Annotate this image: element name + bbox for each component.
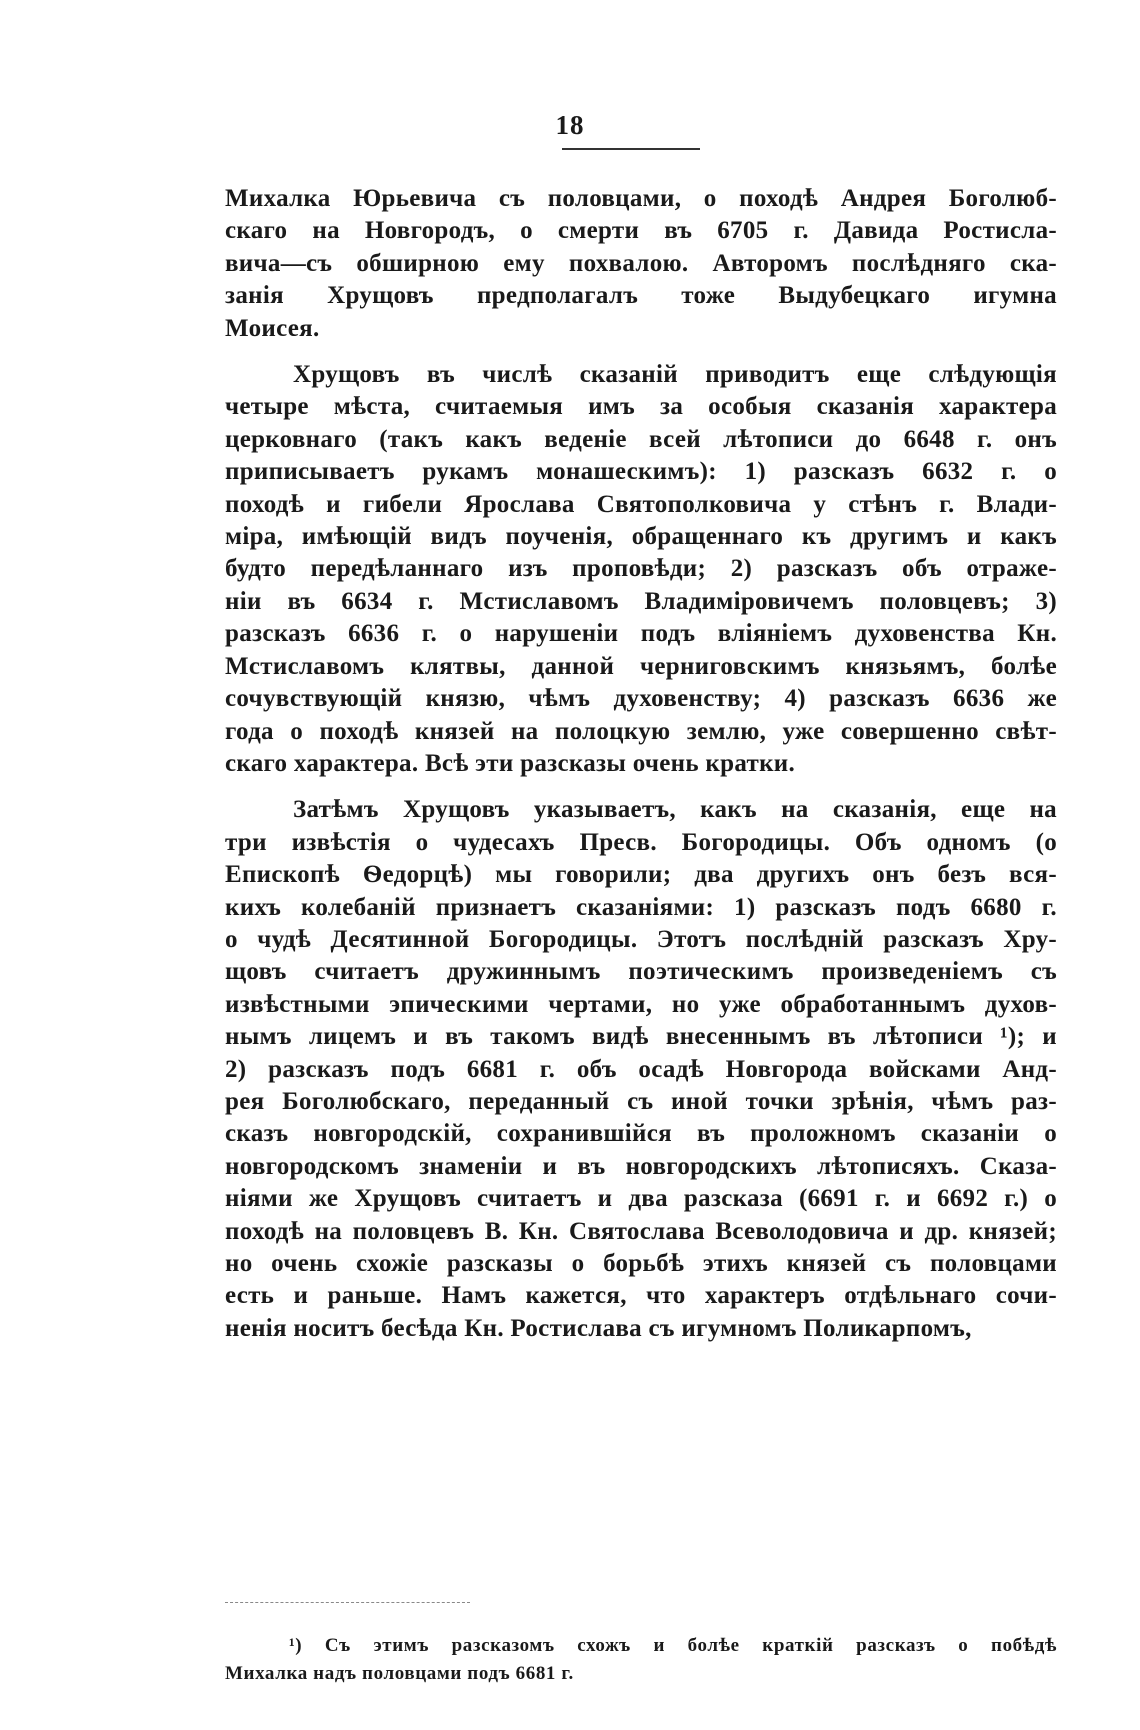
text-line: кихъ колебаній признаетъ сказаніями: 1) разсказъ подъ 6680 г. bbox=[225, 893, 1057, 921]
text-line: три извѣстія о чудесахъ Пресв. Богородицы. Объ одномъ (о bbox=[225, 828, 1057, 856]
text-line: рея Боголюбскаго, переданный съ иной точки зрѣнія, чѣмъ раз- bbox=[225, 1087, 1057, 1115]
text-line: ненія носитъ бесѣда Кн. Ростислава съ игумномъ Поликарпомъ, bbox=[225, 1314, 972, 1342]
text-line: разсказъ 6636 г. о нарушеніи подъ вліяніемъ духовенства Кн. bbox=[225, 620, 1057, 648]
text-line: церковнаго (такъ какъ веденіе всей лѣтописи до 6648 г. онъ bbox=[225, 425, 1057, 453]
text-line: Михалка Юрьевича съ половцами, о походѣ Андрея Боголюб- bbox=[225, 185, 1057, 212]
text-line: Хрущовъ въ числѣ сказаній приводитъ еще слѣдующія bbox=[293, 361, 1057, 389]
text-line: приписываетъ рукамъ монашескимъ): 1) разсказъ 6632 г. о bbox=[225, 458, 1057, 486]
text-line: о чудѣ Десятинной Богородицы. Этотъ послѣдній разсказъ Хру- bbox=[225, 925, 1057, 953]
footnote bbox=[225, 1632, 1057, 1688]
text-line: скаго на Новгородъ, о смерти въ 6705 г. Давида Ростисла- bbox=[225, 217, 1057, 245]
text-line: 2) разсказъ подъ 6681 г. объ осадѣ Новгорода войсками Анд- bbox=[225, 1055, 1057, 1083]
text-line: міра, имѣющій видъ поученія, обращеннаго къ другимъ и какъ bbox=[225, 523, 1057, 551]
paragraph-gap bbox=[225, 345, 1057, 359]
text-line: есть и раньше. Намъ кажется, что характеръ отдѣльнаго сочи- bbox=[225, 1282, 1057, 1310]
text-line: четыре мѣста, считаемыя имъ за особыя сказанія характера bbox=[225, 393, 1057, 421]
text-line: года о походѣ князей на полоцкую землю, уже совершенно свѣт- bbox=[225, 717, 1057, 745]
text-line: но очень схожіе разсказы о борьбѣ этихъ князей съ половцами bbox=[225, 1250, 1057, 1277]
text-line: извѣстными эпическими чертами, но уже обработаннымъ духов- bbox=[225, 990, 1057, 1018]
header-rule bbox=[562, 148, 700, 150]
page-number: 18 bbox=[555, 110, 585, 140]
text-line: походѣ на половцевъ В. Кн. Святослава Всеволодовича и др. князей; bbox=[225, 1217, 1057, 1245]
text-line: Затѣмъ Хрущовъ указываетъ, какъ на сказанія, еще на bbox=[293, 796, 1057, 824]
text-line: сочувствующій князю, чѣмъ духовенству; 4) разсказъ 6636 же bbox=[225, 685, 1057, 713]
text-line: занія Хрущовъ предполагалъ тоже Выдубецкаго игумна bbox=[225, 282, 1057, 310]
paragraph bbox=[225, 183, 1057, 345]
paragraph bbox=[225, 794, 1057, 1345]
text-line: будто передѣланнаго изъ проповѣди; 2) разсказъ объ отраже- bbox=[225, 555, 1057, 583]
text-line: нымъ лицемъ и въ такомъ видѣ внесеннымъ въ лѣтописи ¹); и bbox=[225, 1023, 1057, 1051]
text-line: щовъ считаетъ дружиннымъ поэтическимъ произведеніемъ съ bbox=[225, 958, 1057, 986]
text-line: сказъ новгородскій, сохранившійся въ проложномъ сказаніи о bbox=[225, 1120, 1057, 1148]
text-line: Мстиславомъ клятвы, данной черниговскимъ князьямъ, болѣе bbox=[225, 652, 1057, 680]
text-line: новгородскомъ знаменіи и въ новгородскихъ лѣтописяхъ. Сказа- bbox=[225, 1152, 1057, 1180]
body-text bbox=[225, 183, 1057, 1345]
paragraph bbox=[225, 359, 1057, 780]
text-line: походѣ и гибели Ярослава Святополковича у стѣнъ г. Влади- bbox=[225, 490, 1057, 518]
footnote-line: ¹) Съ этимъ разсказомъ схожъ и болѣе краткій разсказъ о побѣдѣ bbox=[289, 1635, 1057, 1656]
text-line: ніями же Хрущовъ считаетъ и два разсказа (6691 г. и 6692 г.) о bbox=[225, 1185, 1057, 1213]
text-line: ніи въ 6634 г. Мстиславомъ Владиміровичемъ половцевъ; 3) bbox=[225, 587, 1057, 615]
text-line: вича—съ обширною ему похвалою. Авторомъ послѣдняго ска- bbox=[225, 249, 1057, 277]
footnote-rule bbox=[225, 1602, 470, 1603]
text-line: Епископѣ Ѳедорцѣ) мы говорили; два другихъ онъ безъ вся- bbox=[225, 861, 1057, 889]
footnote-line: Михалка надъ половцами подъ 6681 г. bbox=[225, 1663, 574, 1684]
text-line: скаго характера. Всѣ эти разсказы очень кратки. bbox=[225, 749, 796, 777]
paragraph-gap bbox=[225, 780, 1057, 794]
text-line: Моисея. bbox=[225, 314, 320, 342]
